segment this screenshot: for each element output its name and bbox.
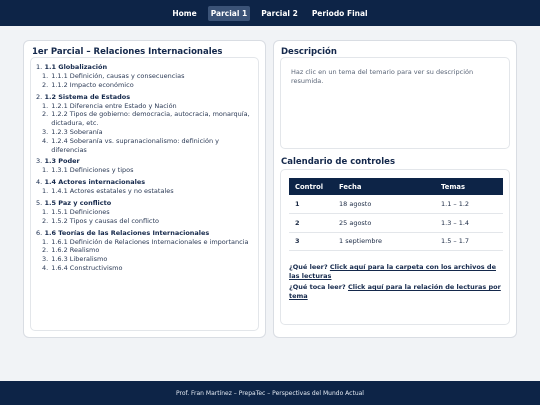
nav-parcial-2[interactable]: Parcial 2 [261, 8, 298, 18]
section-label: 1.5 Paz y conflicto [44, 198, 112, 207]
topic-label: 1.1.1 Definición, causas y consecuencias [51, 72, 185, 80]
header-fecha: Fecha [339, 182, 362, 191]
cell-temas: 1.1 – 1.2 [435, 195, 503, 214]
footer [0, 381, 540, 405]
reading-list-link[interactable]: Click aquí para la relación de lecturas por tema [289, 283, 501, 300]
section-title[interactable] [36, 157, 253, 166]
topic-label: 1.6.3 Liberalismo [51, 255, 108, 264]
topic-item[interactable] [36, 255, 253, 264]
topic-number: 4. [42, 263, 49, 272]
topic-number: 3. [42, 255, 49, 264]
calendar-table [289, 178, 503, 251]
description-box [280, 57, 510, 149]
section-title[interactable] [36, 199, 253, 208]
section-label: 1.2 Sistema de Estados [44, 92, 131, 101]
section-number: 4. [36, 178, 43, 187]
reading-links [289, 263, 503, 303]
topic-item[interactable] [36, 246, 253, 255]
topic-number: 1. [42, 187, 49, 196]
reading-folder-link[interactable]: Click aquí para la carpeta con los archivos de las lecturas [289, 263, 496, 280]
reading-list-question: ¿Qué toca leer? [289, 283, 346, 291]
topic-label: 1.4.1 Actores estatales y no estatales [51, 187, 174, 196]
section-title[interactable] [36, 229, 253, 238]
table-row [289, 214, 503, 233]
topic-item[interactable] [36, 102, 253, 111]
topic-label: 1.5.2 Tipos y causas del conflicto [51, 216, 160, 225]
topic-label: 1.2.4 Soberanía vs. supranacionalismo: definición y diferencias [51, 136, 219, 154]
description-title: Descripción [281, 47, 337, 57]
header-temas: Temas [441, 182, 466, 191]
topic-label: 1.2.2 Tipos de gobierno: democracia, autocracia, monarquía, dictadura, etc. [51, 110, 250, 128]
topic-label: 1.2.3 Soberanía [51, 127, 103, 136]
topic-item[interactable] [36, 208, 253, 217]
temario-section [36, 199, 253, 226]
nav-home[interactable]: Home [172, 8, 197, 18]
topic-item[interactable] [36, 264, 253, 273]
topic-item[interactable] [36, 187, 253, 196]
reading-question: ¿Qué leer? [289, 263, 328, 271]
section-number: 5. [36, 198, 43, 207]
temario-title: 1er Parcial – Relaciones Internacionales [32, 47, 223, 57]
topic-number: 2. [42, 80, 49, 89]
cell-fecha: 1 septiembre [333, 232, 435, 251]
right-panel [273, 40, 517, 338]
nav-periodo-final[interactable]: Periodo Final [311, 8, 368, 18]
section-title[interactable] [36, 178, 253, 187]
temario-list [30, 57, 259, 331]
topic-item[interactable] [36, 72, 253, 81]
table-row [289, 195, 503, 214]
topic-label: 1.6.1 Definición de Relaciones Internacionales e importancia [51, 237, 249, 246]
topic-item[interactable] [36, 137, 253, 155]
description-text: Haz clic en un tema del temario para ver su descripción resumida. [291, 68, 474, 85]
reading-list-line [289, 283, 503, 300]
calendar-header-row [289, 178, 503, 195]
temario-section [36, 157, 253, 175]
topic-number: 1. [42, 166, 49, 175]
section-number: 3. [36, 157, 43, 166]
temario-section [36, 178, 253, 196]
cell-temas: 1.3 – 1.4 [435, 214, 503, 233]
section-number: 6. [36, 228, 43, 237]
section-label: 1.1 Globalización [44, 63, 108, 71]
calendar-card [280, 169, 510, 325]
topic-label: 1.6.2 Realismo [51, 246, 100, 255]
topic-number: 1. [42, 101, 49, 110]
temario-panel [23, 40, 266, 338]
topic-number: 1. [42, 207, 49, 216]
section-number: 2. [36, 92, 43, 101]
topic-number: 4. [42, 136, 49, 145]
cell-control: 1 [289, 195, 333, 214]
topic-item[interactable] [36, 166, 253, 175]
section-title[interactable] [36, 63, 253, 72]
section-number: 1. [36, 63, 43, 71]
topic-label: 1.3.1 Definiciones y tipos [51, 166, 134, 175]
topic-label: 1.6.4 Constructivismo [51, 263, 123, 272]
topic-label: 1.5.1 Definiciones [51, 207, 110, 216]
topic-number: 2. [42, 110, 49, 119]
topic-number: 1. [42, 72, 49, 80]
topic-item[interactable] [36, 81, 253, 90]
reading-folder-line [289, 263, 503, 280]
top-nav [0, 0, 540, 26]
topic-label: 1.2.1 Diferencia entre Estado y Nación [51, 101, 177, 110]
calendar-title: Calendario de controles [281, 157, 395, 167]
section-label: 1.3 Poder [44, 157, 80, 166]
section-label: 1.4 Actores internacionales [44, 178, 146, 187]
cell-fecha: 18 agosto [333, 195, 435, 214]
cell-control: 3 [289, 232, 333, 251]
cell-temas: 1.5 – 1.7 [435, 232, 503, 251]
topic-item[interactable] [36, 128, 253, 137]
temario-section [36, 229, 253, 273]
topic-item[interactable] [36, 238, 253, 247]
section-title[interactable] [36, 93, 253, 102]
topic-label: 1.1.2 Impacto económico [51, 80, 134, 89]
topic-item[interactable] [36, 110, 253, 128]
nav-parcial-1[interactable]: Parcial 1 [208, 6, 251, 21]
cell-control: 2 [289, 214, 333, 233]
topic-number: 2. [42, 216, 49, 225]
topic-number: 1. [42, 237, 49, 246]
temario-section [36, 63, 253, 90]
temario-section [36, 93, 253, 155]
header-control: Control [295, 182, 324, 191]
topic-number: 3. [42, 127, 49, 136]
table-row [289, 232, 503, 251]
section-label: 1.6 Teorías de las Relaciones Internacionales [44, 228, 210, 237]
cell-fecha: 25 agosto [333, 214, 435, 233]
topic-number: 2. [42, 246, 49, 255]
footer-text: Prof. Fran Martínez – PrepaTec – Perspectivas del Mundo Actual [176, 389, 364, 397]
topic-item[interactable] [36, 217, 253, 226]
